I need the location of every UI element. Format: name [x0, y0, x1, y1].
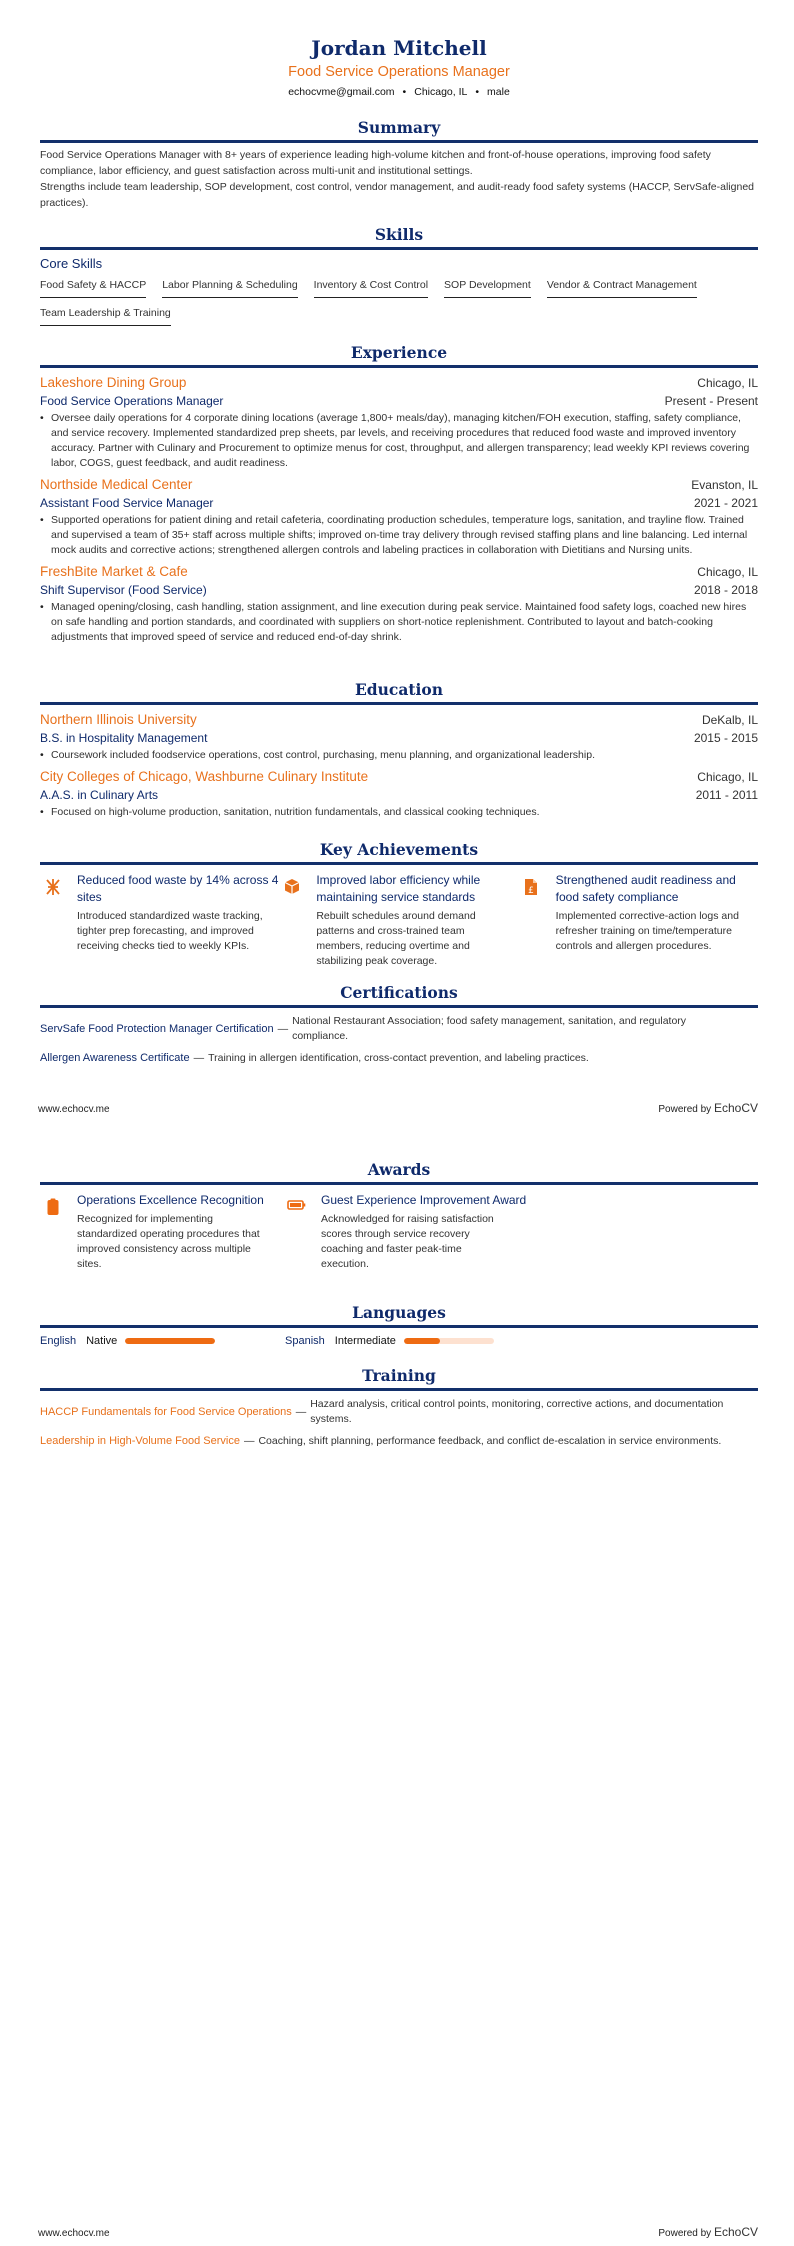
award-item: [284, 1190, 528, 1272]
edu-dates: 2011 - 2011: [695, 788, 758, 802]
skill-tag: Labor Planning & Scheduling: [162, 276, 297, 298]
education-section: [40, 680, 758, 824]
skill-tag: Food Safety & HACCP: [40, 276, 146, 298]
proficiency-bar: [404, 1338, 494, 1344]
proficiency-fill: [404, 1338, 440, 1344]
language-name: Spanish: [285, 1335, 325, 1347]
clipboard-icon: [40, 1192, 77, 1272]
section-heading: Certifications: [340, 983, 458, 1002]
achievement-title: Reduced food waste by 14% across 4 sites: [77, 873, 279, 904]
award-item: [40, 1190, 284, 1272]
separator: •: [475, 86, 480, 98]
summary-paragraph: Food Service Operations Manager with 8+ years of experience leading high-volume kitchen and front-of-house operations, improving food safety compliance, labor efficiency, and guest satisfaction across multi-unit and institutional settings.: [40, 149, 711, 177]
job-bullet: • Managed opening/closing, cash handling, station assignment, and line execution during peak service. Maintained food safety logs, coached new hires on safe handling and portion standards, and coordinated with suppliers on short-notice replenishment. Contributed to layout and batch-cooking adjustments that improved speed of service and reduced end-of-day shrink.: [40, 600, 758, 645]
award-title: Guest Experience Improvement Award: [321, 1193, 527, 1207]
school: Northern Illinois University: [40, 712, 197, 727]
section-heading: Key Achievements: [319, 840, 479, 859]
job-role: Assistant Food Service Manager: [40, 496, 214, 510]
location: Chicago, IL: [414, 86, 468, 98]
candidate-name: Jordan Mitchell: [311, 36, 487, 60]
cert-title: ServSafe Food Protection Manager Certification: [40, 1022, 274, 1035]
education-item: [40, 767, 758, 820]
brand[interactable]: EchoCV: [713, 1101, 758, 1115]
divider: [40, 1005, 758, 1008]
company: Northside Medical Center: [40, 477, 193, 492]
divider: [40, 247, 758, 250]
skill-tag: Inventory & Cost Control: [314, 276, 428, 298]
powered-label: Powered by: [658, 2228, 712, 2239]
battery-icon: [284, 1192, 321, 1272]
candidate-title: Food Service Operations Manager: [288, 64, 510, 80]
summary-section: [40, 118, 758, 211]
training-section: [40, 1366, 758, 1456]
school: City Colleges of Chicago, Washburne Culinary Institute: [40, 769, 369, 784]
language-name: English: [40, 1335, 77, 1347]
divider: [40, 1325, 758, 1328]
certifications-section: [40, 983, 758, 1073]
section-heading: Skills: [374, 225, 424, 244]
email[interactable]: echocvme@gmail.com: [288, 86, 395, 98]
achievement-title: Improved labor efficiency while maintaining service standards: [316, 873, 481, 904]
training-item: Leadership in High-Volume Food Service — Coaching, shift planning, performance feedback, and conflict de-escalation in service environments.: [40, 1435, 722, 1447]
divider: [40, 1182, 758, 1185]
job-dates: 2018 - 2018: [693, 583, 758, 597]
proficiency-fill: [125, 1338, 215, 1344]
footer-site[interactable]: www.echocv.me: [38, 1104, 110, 1115]
school-location: Chicago, IL: [697, 770, 758, 784]
cutlery-cross-icon: [40, 872, 77, 969]
training-desc: Coaching, shift planning, performance feedback, and conflict de-escalation in service environments.: [258, 1435, 722, 1447]
training-item: HACCP Fundamentals for Food Service Operations — Hazard analysis, critical control points, monitoring, corrective actions, and documentation systems.: [40, 1397, 758, 1427]
skill-tag: Team Leadership & Training: [40, 304, 171, 326]
certification-item: ServSafe Food Protection Manager Certification — National Restaurant Association; food safety management, sanitation, and regulatory compliance.: [40, 1014, 758, 1044]
footer-powered: [658, 1101, 758, 1115]
job-dates: 2021 - 2021: [693, 496, 758, 510]
contact-line: [40, 86, 758, 98]
divider: [40, 140, 758, 143]
language-item: [285, 1333, 494, 1349]
edu-dates: 2015 - 2015: [693, 731, 758, 745]
job-role: Food Service Operations Manager: [40, 394, 224, 408]
achievement-desc: Introduced standardized waste tracking, tighter prep forecasting, and improved receiving checks tied to weekly KPIs.: [77, 910, 263, 952]
achievements-section: [40, 840, 758, 969]
gender: male: [487, 86, 510, 98]
award-title: Operations Excellence Recognition: [77, 1193, 264, 1207]
awards-section: [40, 1160, 758, 1272]
languages-section: [40, 1303, 758, 1349]
company: Lakeshore Dining Group: [40, 375, 187, 390]
achievement-desc: Implemented corrective-action logs and refresher training on time/temperature controls and allergen procedures.: [555, 910, 739, 952]
skill-tags: [40, 276, 758, 332]
pound-document-icon: [519, 872, 556, 969]
company: FreshBite Market & Cafe: [40, 564, 188, 579]
divider: [40, 862, 758, 865]
divider: [40, 1388, 758, 1391]
experience-section: [40, 343, 758, 649]
footer-site[interactable]: www.echocv.me: [38, 2228, 110, 2239]
edu-bullet: • Focused on high-volume production, sanitation, nutrition fundamentals, and classical cooking techniques.: [40, 805, 758, 820]
training-desc: Hazard analysis, critical control points, monitoring, corrective actions, and documentation systems.: [310, 1398, 724, 1425]
education-item: [40, 710, 758, 763]
training-title: HACCP Fundamentals for Food Service Operations: [40, 1405, 292, 1418]
achievement-item: [519, 870, 758, 969]
award-desc: Acknowledged for raising satisfaction scores through service recovery coaching and faster peak-time execution.: [321, 1213, 494, 1270]
svg-text:£: £: [528, 886, 535, 896]
job-location: Evanston, IL: [691, 478, 758, 492]
certification-item: Allergen Awareness Certificate — Training in allergen identification, cross-contact prevention, and labeling practices.: [40, 1052, 589, 1064]
section-heading: Education: [354, 680, 444, 699]
school-location: DeKalb, IL: [701, 713, 758, 727]
divider: [40, 702, 758, 705]
experience-item: [40, 475, 758, 558]
job-bullet: • Supported operations for patient dining and retail cafeteria, coordinating production schedules, temperature logs, sanitation, and trayline flow. Trained and supervised a team of 35+ staff across multiple shifts; improved on-time tray delivery through revised staffing plans and line balancing. Led internal mock audits and corrective actions; strengthened allergen controls and labeling practices in collaboration with Dietitians and Nursing units.: [40, 513, 758, 558]
job-dates: Present - Present: [664, 394, 758, 408]
job-bullet: • Oversee daily operations for 4 corporate dining locations (average 1,800+ meals/day), managing kitchen/FOH execution, staffing, safety compliance, and service recovery. Implemented standardized prep sheets, par levels, and receiving procedures that reduced food waste and improved inventory accuracy. Partner with Culinary and Procurement to optimize menus for cost, throughput, and allergen transparency; lead weekly KPI reviews covering labor, COGS, guest feedback, and audit readiness.: [40, 411, 758, 471]
powered-label: Powered by: [658, 1104, 712, 1115]
skill-tag: Vendor & Contract Management: [547, 276, 697, 298]
section-heading: Languages: [352, 1303, 446, 1322]
experience-item: [40, 373, 758, 471]
section-heading: Training: [362, 1366, 436, 1385]
cert-desc: Training in allergen identification, cross-contact prevention, and labeling practices.: [208, 1052, 589, 1064]
cert-desc: National Restaurant Association; food safety management, sanitation, and regulatory compliance.: [292, 1015, 687, 1042]
section-heading: Experience: [350, 343, 448, 362]
job-location: Chicago, IL: [697, 376, 758, 390]
cert-title: Allergen Awareness Certificate: [40, 1052, 190, 1064]
summary-paragraph: Strengths include team leadership, SOP development, cost control, vendor management, and audit-ready food safety systems (HACCP, ServSafe-aligned practices).: [40, 181, 754, 209]
achievement-title: Strengthened audit readiness and food safety compliance: [555, 873, 736, 904]
degree: A.A.S. in Culinary Arts: [40, 788, 159, 802]
skills-section: [40, 225, 758, 332]
footer-powered: [658, 2225, 758, 2239]
language-item: [40, 1333, 285, 1349]
training-title: Leadership in High-Volume Food Service: [40, 1435, 240, 1447]
achievement-item: [279, 870, 518, 969]
language-level: Native: [86, 1335, 118, 1347]
skill-group-title: Core Skills: [40, 256, 103, 271]
separator: •: [402, 86, 407, 98]
job-role: Shift Supervisor (Food Service): [40, 583, 207, 597]
divider: [40, 365, 758, 368]
award-desc: Recognized for implementing standardized operating procedures that improved consistency across multiple sites.: [77, 1213, 260, 1270]
achievement-desc: Rebuilt schedules around demand patterns and cross-trained team members, reducing overtime and stabilizing peak coverage.: [316, 910, 476, 967]
section-heading: Summary: [357, 118, 441, 137]
degree: B.S. in Hospitality Management: [40, 731, 208, 745]
job-location: Chicago, IL: [697, 565, 758, 579]
cube-icon: [279, 872, 316, 969]
skill-tag: SOP Development: [444, 276, 531, 298]
language-level: Intermediate: [334, 1335, 396, 1347]
brand[interactable]: EchoCV: [713, 2225, 758, 2239]
section-heading: Awards: [367, 1160, 431, 1179]
achievement-item: [40, 870, 279, 969]
proficiency-bar: [125, 1338, 215, 1344]
edu-bullet: • Coursework included foodservice operations, cost control, purchasing, menu planning, and organizational leadership.: [40, 748, 758, 763]
experience-item: [40, 562, 758, 645]
